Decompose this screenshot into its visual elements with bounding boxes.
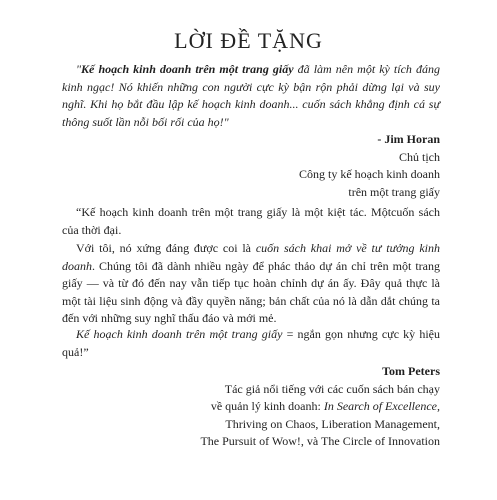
author-name: - Jim Horan xyxy=(377,132,440,146)
endorsement-quote-peters-3 xyxy=(62,326,440,361)
author-desc: Thriving on Chaos, Liberation Management, xyxy=(225,416,440,431)
author-name: Tom Peters xyxy=(382,364,440,378)
author-desc: The Pursuit of Wow!, và The Circle of Innovation xyxy=(200,434,440,448)
endorsement-quote-peters-2 xyxy=(62,240,440,328)
attribution-peters xyxy=(200,363,440,451)
attribution-horan xyxy=(299,131,440,201)
book-title-bold: Kế hoạch kinh doanh trên một trang giấy xyxy=(81,62,294,76)
author-desc xyxy=(200,398,440,416)
author-company: Công ty kế hoạch kinh doanh xyxy=(299,167,440,181)
author-desc-text: về quản lý kinh doanh: xyxy=(210,399,324,413)
book-title-italic: Kế hoạch kinh doanh trên một trang giấy xyxy=(76,327,283,341)
endorsement-quote-peters-1: “Kế hoạch kinh doanh trên một trang giấy là một kiệt tác. Mộtcuốn sách của thời đại. xyxy=(62,205,440,237)
quote-text: = ngắn gọn nhưng cực kỳ hiệu quả!” xyxy=(62,327,441,359)
endorsement-quote-horan xyxy=(62,61,440,131)
quote-text-italic: cuốn sách khai mở về tư tưởng kinh doanh xyxy=(62,241,440,273)
book-title-italic: In Search of Excellence, xyxy=(323,399,440,413)
author-desc: Tác giả nổi tiếng với các cuốn sách bán chạy xyxy=(224,381,440,396)
quote-text: . Chúng tôi đã dành nhiều ngày để phác thảo dự án chỉ trên một trang giấy — và từ đó đến nay vẫn tiếp tục hoàn chỉnh dự án ấy. Đây quả thực là một tài liệu sinh động và đầy quyền năng; bản chất của nó là dẫn dắt chúng ta đến với những suy nghĩ thấu đáo và mới mẻ. xyxy=(62,258,440,325)
author-company-cont: trên một trang giấy xyxy=(348,184,440,199)
author-role: Chủ tịch xyxy=(399,149,440,164)
quote-open-mark: " xyxy=(76,62,82,76)
page-title: LỜI ĐỀ TẶNG xyxy=(174,28,323,53)
quote-text: đã làm nên một kỳ tích đáng kinh ngạc! Nó khiến những con người cực kỳ bận rộn phải dừng lại và suy nghĩ. Khi họ bắt đầu lập kế hoạch kinh doanh... cuốn sách khẳng định cá sự thông suốt lần nỗi bối rối của họ!" xyxy=(62,62,440,129)
quote-text: Với tôi, nó xứng đáng được coi là xyxy=(76,241,256,255)
